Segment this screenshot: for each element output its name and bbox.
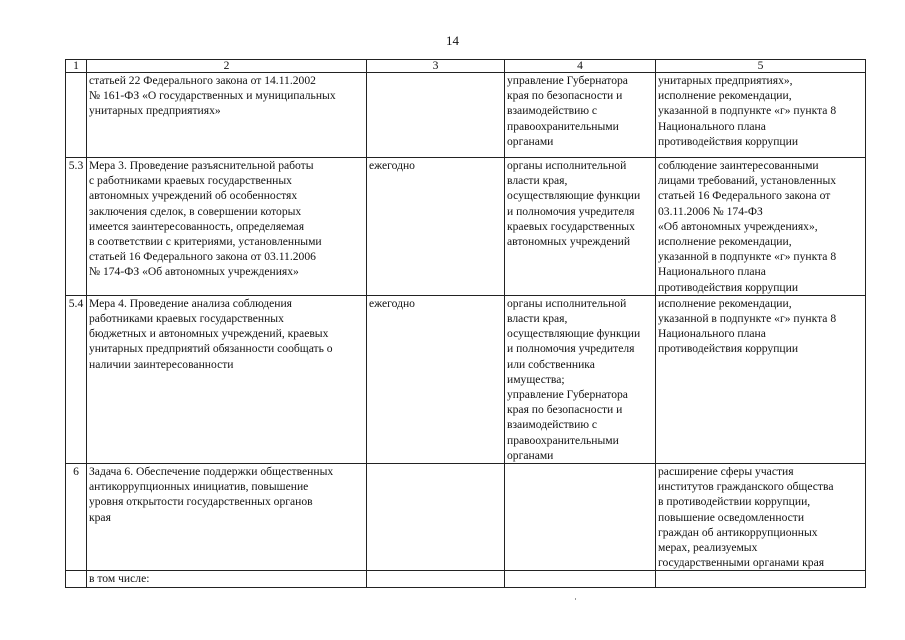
measure-cell: статьей 22 Федерального закона от 14.11.2002 № 161-ФЗ «О государственных и муниципальных унитарных предприятиях» (87, 73, 367, 158)
column-header: 2 (87, 60, 367, 73)
executor-cell (505, 571, 656, 587)
scan-speck (575, 598, 576, 600)
table-row (66, 464, 866, 571)
column-header: 5 (656, 60, 866, 73)
column-header: 1 (66, 60, 87, 73)
executor-cell: органы исполнительной власти края, осуществляющие функции и полномочия учредителя краевых государственных автономных учреждений (505, 158, 656, 296)
measure-cell: Мера 3. Проведение разъяснительной работы с работниками краевых государственных автономных учреждений об особенностях заключения сделок, в совершении которых имеется заинтересованность, определяемая в соответствии с критериями, установленными статьей 16 Федерального закона от 03.11.2006 № 174-ФЗ «Об автономных учреждениях» (87, 158, 367, 296)
row-number: 5.3 (66, 158, 87, 296)
row-number (66, 73, 87, 158)
measure-cell: Мера 4. Проведение анализа соблюдения работниками краевых государственных бюджетных и автономных учреждений, краевых унитарных предприятий обязанности сообщать о наличии заинтересованности (87, 295, 367, 463)
result-cell (656, 571, 866, 587)
term-cell: ежегодно (367, 158, 505, 296)
executor-cell (505, 464, 656, 571)
row-number: 5.4 (66, 295, 87, 463)
table-row (66, 571, 866, 587)
measure-cell: Задача 6. Обеспечение поддержки общественных антикоррупционных инициатив, повышение уровня открытости государственных органов края (87, 464, 367, 571)
row-number: 6 (66, 464, 87, 571)
row-number (66, 571, 87, 587)
table-row (66, 158, 866, 296)
page-number: 14 (446, 33, 459, 48)
table-row (66, 295, 866, 463)
measure-cell: в том числе: (87, 571, 367, 587)
result-cell: исполнение рекомендации, указанной в подпункте «г» пункта 8 Национального плана противодействия коррупции (656, 295, 866, 463)
column-header: 3 (367, 60, 505, 73)
result-cell: унитарных предприятиях», исполнение рекомендации, указанной в подпункте «г» пункта 8 Национального плана противодействия коррупции (656, 73, 866, 158)
column-header: 4 (505, 60, 656, 73)
result-cell: расширение сферы участия институтов гражданского общества в противодействии коррупции, повышение осведомленности граждан об антикоррупционных мерах, реализуемых государственными органами края (656, 464, 866, 571)
term-cell: ежегодно (367, 295, 505, 463)
executor-cell: управление Губернатора края по безопасности и взаимодействию с правоохранительными органами (505, 73, 656, 158)
term-cell (367, 464, 505, 571)
result-cell: соблюдение заинтересованными лицами требований, установленных статьей 16 Федерального закона от 03.11.2006 № 174-ФЗ «Об автономных учреждениях», исполнение рекомендации, указанной в подпункте «г» пункта 8 Национального плана противодействия коррупции (656, 158, 866, 296)
table-row (66, 73, 866, 158)
executor-cell: органы исполнительной власти края, осуществляющие функции и полномочия учредителя или собственника имущества; управление Губернатора края по безопасности и взаимодействию с правоохранительными органами (505, 295, 656, 463)
term-cell (367, 571, 505, 587)
table-header-row (66, 60, 866, 73)
term-cell (367, 73, 505, 158)
measures-table (65, 59, 866, 588)
